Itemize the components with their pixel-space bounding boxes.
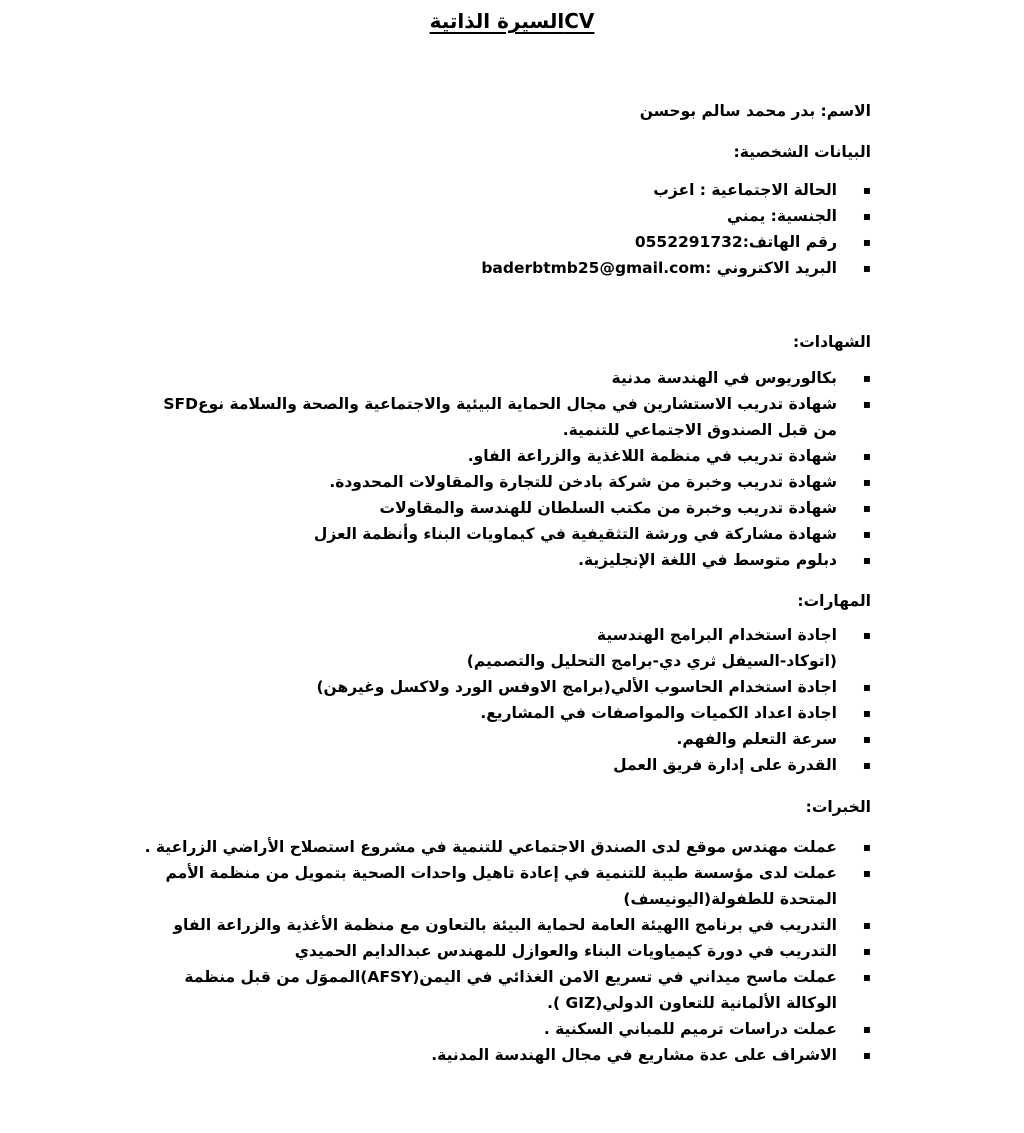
list-item: ▪ اجادة اعداد الكميات والمواصفات في المشاريع. xyxy=(136,700,871,726)
list-item: ▪ القدرة على إدارة فريق العمل xyxy=(136,752,871,778)
list-item: ▪ عملت دراسات ترميم للمباني السكنية . xyxy=(136,1016,871,1042)
list-item: ▪ الجنسية: يمني xyxy=(136,203,871,229)
page-title: السيرة الذاتيةCV xyxy=(429,9,595,33)
personal-list xyxy=(136,177,871,281)
list-item: ▪ شهادة تدريب وخبرة من مكتب السلطان للهندسة والمقاولات xyxy=(136,495,871,521)
name-line: الاسم: بدر محمد سالم بوحسن xyxy=(639,102,871,120)
skills-heading: المهارات: xyxy=(797,592,871,610)
list-item: ▪ اجادة استخدام البرامج الهندسية xyxy=(136,622,871,648)
list-item: ▪ الحالة الاجتماعية : اعزب xyxy=(136,177,871,203)
list-item: ▪ شهادة مشاركة في ورشة التثقيفية في كيماويات البناء وأنظمة العزل xyxy=(136,521,871,547)
list-item: ▪ عملت ماسح ميداني في تسريع الامن الغذائي في اليمن(AFSY)المموَل من قبل منظمة الوكالة الألمانية للتعاون الدولي(GIZ ). xyxy=(136,964,871,1016)
list-item: ▪ دبلوم متوسط في اللغة الإنجليزية. xyxy=(136,547,871,573)
list-item: ▪ عملت مهندس موقع لدى الصندق الاجتماعي للتنمية في مشروع استصلاح الأراضي الزراعية . xyxy=(136,834,871,860)
list-item: ▪ اجادة استخدام الحاسوب الألي(برامج الاوفس الورد ولاكسل وغيرهن) xyxy=(136,674,871,700)
personal-heading: البيانات الشخصية: xyxy=(733,143,871,161)
certificates-list xyxy=(136,365,871,573)
list-item: ▪ البريد الاكتروني :baderbtmb25@gmail.com xyxy=(136,255,871,281)
experience-heading: الخبرات: xyxy=(805,798,871,816)
certificates-heading: الشهادات: xyxy=(793,333,871,351)
experience-list xyxy=(136,834,871,1068)
list-item: ▪ بكالوريوس في الهندسة مدنية xyxy=(136,365,871,391)
list-item: ▪ شهادة تدريب الاستشارين في مجال الحماية البيئية والاجتماعية والصحة والسلامة نوعSFD من قبل الصندوق الاجتماعي للتنمية. xyxy=(136,391,871,443)
list-item: ▪ سرعة التعلم والفهم. xyxy=(136,726,871,752)
list-item: ▪ عملت لدى مؤسسة طيبة للتنمية في إعادة تاهيل واحدات الصحية بتمويل من منظمة الأمم المتحدة للطفولة(اليونيسف) xyxy=(136,860,871,912)
list-item: ▪ الاشراف على عدة مشاريع في مجال الهندسة المدنية. xyxy=(136,1042,871,1068)
list-item: ▪ التدريب في دورة كيمياويات البناء والعوازل للمهندس عبدالدايم الحميدي xyxy=(136,938,871,964)
list-item: ▪ شهادة تدريب في منظمة اللاغذية والزراعة الفاو. xyxy=(136,443,871,469)
list-item: ▪ شهادة تدريب وخبرة من شركة بادخن للتجارة والمقاولات المحدودة. xyxy=(136,469,871,495)
list-item: (اتوكاد-السيفل ثري دي-برامج التحليل والتصميم) xyxy=(466,652,837,670)
cv-content xyxy=(136,98,871,1068)
list-item: ▪ التدريب في برنامج االهيئة العامة لحماية البيئة بالتعاون مع منظمة الأغذية والزراعة الفاو xyxy=(136,912,871,938)
list-item: ▪ رقم الهاتف:0552291732 xyxy=(136,229,871,255)
skills-list xyxy=(136,622,871,778)
